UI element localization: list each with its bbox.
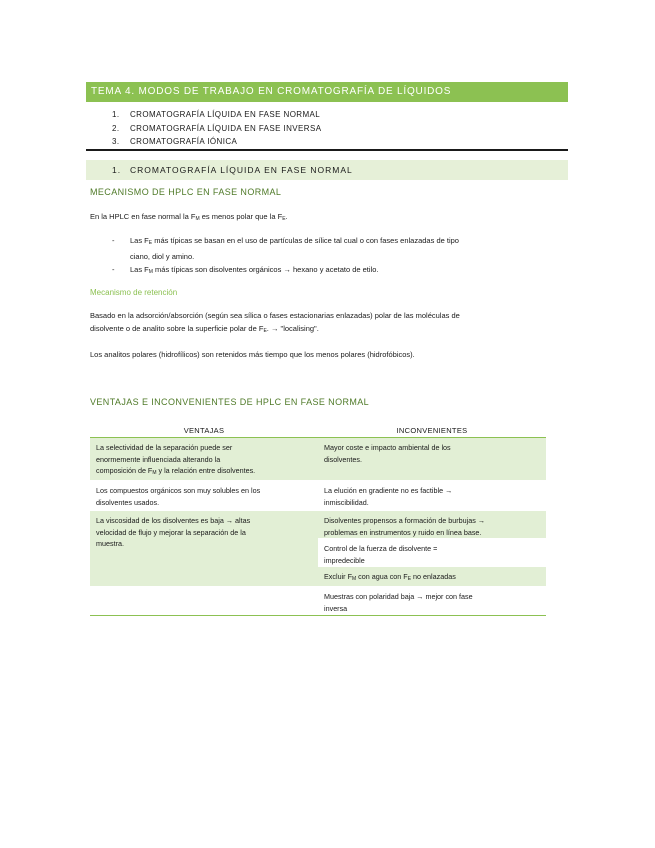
table-cell: La selectividad de la separación puede ser enormemente influenciada alterando la composición de $F_M$ y la relación entre disolventes. — [90, 438, 318, 481]
table-bottom-border — [90, 615, 546, 616]
column-header-ventajas: VENTAJAS — [183, 426, 225, 435]
intro-paragraph: En la HPLC en fase normal la $F_M$ es menos polar que la $F_E$. — [90, 212, 288, 222]
retention-heading: Mecanismo de retención — [90, 288, 178, 297]
table-cell: Disolventes propensos a formación de burbujas → problemas en instrumentos y ruido en línea base. — [318, 511, 546, 539]
polar-paragraph: Los analitos polares (hidrofílicos) son retenidos más tiempo que los menos polares (hidrofóbicos). — [90, 350, 415, 359]
table-cell: La elución en gradiente no es factible → inmiscibilidad. — [318, 481, 546, 511]
table-cell: Mayor coste e impacto ambiental de los disolventes. — [318, 438, 546, 481]
section-heading: 1. CROMATOGRAFÍA LÍQUIDA EN FASE NORMAL — [86, 160, 568, 180]
divider — [86, 149, 568, 151]
table-header — [90, 424, 546, 438]
advantages-table — [90, 424, 546, 616]
column-header-inconvenientes: INCONVENIENTES — [396, 426, 468, 435]
toc-item[interactable]: 1. CROMATOGRAFÍA LÍQUIDA EN FASE NORMAL — [112, 110, 321, 119]
list-item: - Las $F_E$ más típicas se basan en el uso de partículas de sílice tal cual o con fases enlazadas de tipo ciano, diol y amino. — [112, 236, 459, 261]
table-of-contents — [112, 108, 321, 149]
table-cell: Los compuestos orgánicos son muy solubles en los disolventes usados. — [90, 481, 318, 511]
advantages-heading: VENTAJAS E INCONVENIENTES DE HPLC EN FASE NORMAL — [90, 397, 370, 407]
toc-item[interactable]: 3. CROMATOGRAFÍA IÓNICA — [112, 137, 238, 146]
retention-paragraph: Basado en la adsorción/absorción (según sea sílica o fases estacionarias enlazadas) polar de las moléculas de disolvente o de analito sobre la superficie polar de $F_E$. → "localising". — [90, 311, 460, 334]
toc-item[interactable]: 2. CROMATOGRAFÍA LÍQUIDA EN FASE INVERSA — [112, 123, 322, 133]
table-cell: Muestras con polaridad baja → mejor con fase inversa — [318, 587, 546, 615]
bullet-list — [112, 234, 459, 279]
mechanism-heading: MECANISMO DE HPLC EN FASE NORMAL — [90, 187, 282, 197]
table-cell: Excluir $F_M$ con agua con $F_E$ no enlazadas — [318, 567, 546, 587]
inconvenientes-column — [318, 438, 546, 615]
list-item: - Las $F_M$ más típicas son disolventes orgánicos → hexano y acetato de etilo. — [112, 265, 379, 275]
page-title: TEMA 4. MODOS DE TRABAJO EN CROMATOGRAFÍA DE LÍQUIDOS — [86, 82, 568, 102]
table-cell: Control de la fuerza de disolvente = impredecible — [318, 539, 546, 567]
table-cell: La viscosidad de los disolventes es baja → altas velocidad de flujo y mejorar la separación de la muestra. — [90, 511, 318, 587]
ventajas-column — [90, 438, 318, 587]
